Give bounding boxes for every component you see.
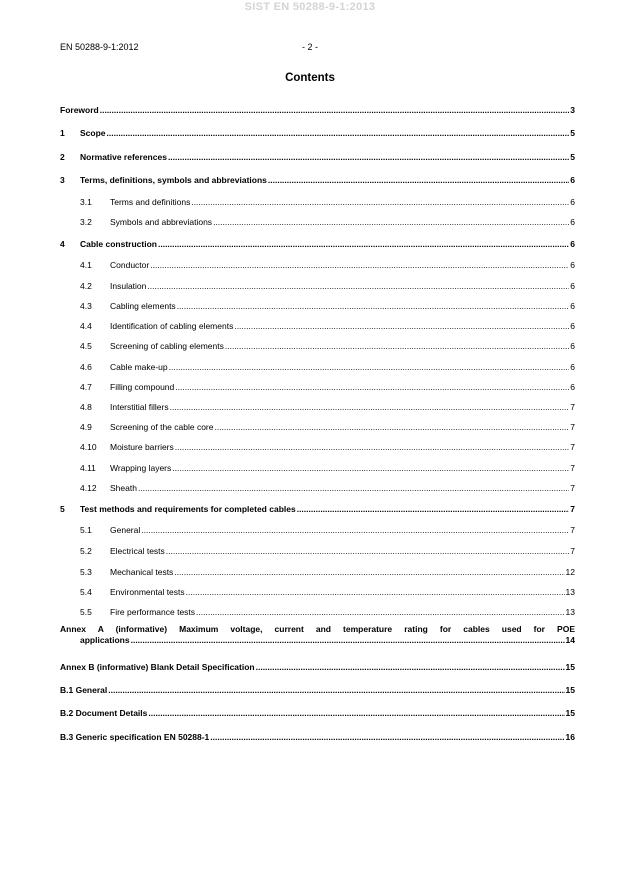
toc-page-number: 13 xyxy=(565,587,575,597)
leader-dots xyxy=(175,442,569,452)
toc-section-number: 4.6 xyxy=(80,362,92,372)
toc-entry[interactable] xyxy=(60,279,575,291)
annex-a-title-cont: applications xyxy=(80,634,130,645)
toc-section-number: 4.11 xyxy=(80,463,96,473)
toc-entry[interactable] xyxy=(60,565,575,577)
leader-dots xyxy=(147,281,569,291)
leader-dots xyxy=(175,382,569,392)
leader-dots xyxy=(256,662,565,672)
toc-entry-label: Fire performance tests xyxy=(110,607,196,617)
leader-dots xyxy=(148,708,564,718)
toc-entry[interactable] xyxy=(60,544,575,556)
toc-entry[interactable] xyxy=(60,440,575,452)
toc-page-number: 5 xyxy=(570,128,575,138)
toc-entry[interactable] xyxy=(60,258,575,270)
toc-entry[interactable] xyxy=(60,420,575,432)
toc-entry[interactable] xyxy=(60,380,575,392)
toc-entry[interactable] xyxy=(60,319,575,331)
toc-section-number: 4.3 xyxy=(80,301,92,311)
toc-page-number: 6 xyxy=(570,321,575,331)
toc-page-number: 6 xyxy=(570,175,575,185)
toc-entry[interactable] xyxy=(60,730,575,742)
leader-dots xyxy=(177,301,570,311)
toc-section-number: 4.10 xyxy=(80,442,97,452)
watermark: SIST EN 50288-9-1:2013 xyxy=(244,1,376,13)
toc-entry[interactable] xyxy=(60,502,575,514)
toc-entry-label: Cable make-up xyxy=(110,362,168,372)
toc-entry-label: Screening of the cable core xyxy=(110,422,214,432)
toc-page-number: 6 xyxy=(570,362,575,372)
annex-a-title: Annex A (informative) Maximum voltage, current and temperature rating for cables used for POE xyxy=(60,624,575,634)
toc-page-number: 7 xyxy=(570,525,575,535)
toc-page-number: 16 xyxy=(565,732,575,742)
leader-dots xyxy=(186,587,565,597)
toc-entry[interactable] xyxy=(60,103,575,115)
toc-page-number: 14 xyxy=(565,634,575,645)
toc-entry[interactable] xyxy=(60,299,575,311)
toc-entry[interactable] xyxy=(60,237,575,249)
toc-page-number: 7 xyxy=(570,483,575,493)
toc-entry-annex-a[interactable] xyxy=(60,624,575,645)
toc-section-number: 4.5 xyxy=(80,341,92,351)
toc-page-number: 6 xyxy=(570,239,575,249)
toc-page-number: 15 xyxy=(565,708,575,718)
toc-section-number: 5.2 xyxy=(80,546,92,556)
leader-dots xyxy=(172,463,569,473)
toc-section-number: 2 xyxy=(60,152,65,162)
toc-section-number: 3 xyxy=(60,175,65,185)
toc-page-number: 6 xyxy=(570,301,575,311)
toc-section-number: 4.4 xyxy=(80,321,92,331)
toc-entry-label: B.1 General xyxy=(60,685,108,695)
toc-page-number: 7 xyxy=(570,546,575,556)
toc-section-number: 3.2 xyxy=(80,217,92,227)
toc-entry-label: Symbols and abbreviations xyxy=(110,217,213,227)
leader-dots xyxy=(169,362,570,372)
toc-page-number: 6 xyxy=(570,260,575,270)
leader-dots xyxy=(268,175,569,185)
toc-entry[interactable] xyxy=(60,523,575,535)
toc-page-number: 7 xyxy=(570,463,575,473)
leader-dots xyxy=(234,321,569,331)
toc-entry-label: Filling compound xyxy=(110,382,175,392)
toc-entry[interactable] xyxy=(60,461,575,473)
toc-section-number: 1 xyxy=(60,128,65,138)
leader-dots xyxy=(170,402,570,412)
toc-section-number: 4.12 xyxy=(80,483,97,493)
toc-entry[interactable] xyxy=(60,215,575,227)
leader-dots xyxy=(141,525,569,535)
toc-section-number: 5 xyxy=(60,504,65,514)
toc-section-number: 4.8 xyxy=(80,402,92,412)
toc-entry-label: Interstitial fillers xyxy=(110,402,169,412)
toc-entry-label: Terms and definitions xyxy=(110,197,191,207)
leader-dots xyxy=(166,546,569,556)
leader-dots xyxy=(138,483,569,493)
toc-entry-label: B.2 Document Details xyxy=(60,708,148,718)
toc-entry-label: Terms, definitions, symbols and abbreviations xyxy=(80,175,267,185)
leader-dots xyxy=(158,239,569,249)
toc-page-number: 13 xyxy=(565,607,575,617)
toc-page-number: 6 xyxy=(570,217,575,227)
toc-page-number: 3 xyxy=(570,105,575,115)
leader-dots xyxy=(108,685,564,695)
toc-page-number: 7 xyxy=(570,422,575,432)
toc-entry-label: Electrical tests xyxy=(110,546,165,556)
toc-page-number: 7 xyxy=(570,442,575,452)
toc-entry[interactable] xyxy=(60,706,575,718)
toc-page-number: 6 xyxy=(570,197,575,207)
toc-entry[interactable] xyxy=(60,481,575,493)
toc-section-number: 4.2 xyxy=(80,281,92,291)
toc-entry[interactable] xyxy=(60,360,575,372)
leader-dots xyxy=(210,732,564,742)
toc-entry-label: Moisture barriers xyxy=(110,442,174,452)
toc-page-number: 7 xyxy=(570,504,575,514)
page-number: - 2 - xyxy=(301,42,318,52)
toc-page-number: 7 xyxy=(570,402,575,412)
leader-dots xyxy=(225,341,569,351)
toc-entry-label: Scope xyxy=(80,128,106,138)
toc-entry[interactable] xyxy=(60,585,575,597)
toc-entry-label: Identification of cabling elements xyxy=(110,321,234,331)
leader-dots xyxy=(150,260,569,270)
leader-dots xyxy=(297,504,570,514)
leader-dots xyxy=(214,422,569,432)
toc-section-number: 4.9 xyxy=(80,422,92,432)
leader-dots xyxy=(131,635,565,646)
toc-entry-label: Mechanical tests xyxy=(110,567,174,577)
document-id: EN 50288-9-1:2012 xyxy=(60,42,139,52)
toc-entry[interactable] xyxy=(60,150,575,162)
toc-entry[interactable] xyxy=(60,605,575,617)
leader-dots xyxy=(191,197,569,207)
leader-dots xyxy=(196,607,565,617)
toc-section-number: 4.1 xyxy=(80,260,92,270)
toc-entry[interactable] xyxy=(60,683,575,695)
toc-entry-label: Insulation xyxy=(110,281,147,291)
leader-dots xyxy=(213,217,569,227)
toc-page-number: 6 xyxy=(570,281,575,291)
toc-page-number: 6 xyxy=(570,382,575,392)
toc-entry[interactable] xyxy=(60,660,575,672)
leader-dots xyxy=(100,105,570,115)
toc-entry-label: Sheath xyxy=(110,483,137,493)
toc-entry[interactable] xyxy=(60,173,575,185)
toc-section-number: 4.7 xyxy=(80,382,92,392)
toc-entry-label: B.3 Generic specification EN 50288-1 xyxy=(60,732,210,742)
leader-dots xyxy=(168,152,569,162)
toc-entry-label: Cabling elements xyxy=(110,301,176,311)
toc-entry-label: Test methods and requirements for completed cables xyxy=(80,504,296,514)
toc-page-number: 15 xyxy=(565,685,575,695)
toc-section-number: 5.4 xyxy=(80,587,92,597)
toc-section-number: 5.5 xyxy=(80,607,92,617)
toc-section-number: 5.3 xyxy=(80,567,92,577)
toc-entry[interactable] xyxy=(60,195,575,207)
toc-page-number: 6 xyxy=(570,341,575,351)
toc-page-number: 15 xyxy=(565,662,575,672)
toc-entry-label: Wrapping layers xyxy=(110,463,172,473)
toc-entry[interactable] xyxy=(60,126,575,138)
toc-section-number: 3.1 xyxy=(80,197,92,207)
toc-entry-label: General xyxy=(110,525,141,535)
toc-entry-label: Normative references xyxy=(80,152,167,162)
toc-entry-label: Environmental tests xyxy=(110,587,185,597)
leader-dots xyxy=(107,128,570,138)
toc-section-number: 4 xyxy=(60,239,65,249)
toc-section-number: 5.1 xyxy=(80,525,92,535)
toc-entry-label: Screening of cabling elements xyxy=(110,341,224,351)
toc-entry-label: Conductor xyxy=(110,260,150,270)
toc-entry-label: Annex B (informative) Blank Detail Specification xyxy=(60,662,255,672)
toc-entry-label: Foreword xyxy=(60,105,99,115)
toc-page-number: 12 xyxy=(565,567,575,577)
toc-entry[interactable] xyxy=(60,400,575,412)
toc-entry-label: Cable construction xyxy=(80,239,157,249)
leader-dots xyxy=(174,567,564,577)
toc-page-number: 5 xyxy=(570,152,575,162)
contents-title: Contents xyxy=(285,72,335,84)
toc-entry[interactable] xyxy=(60,339,575,351)
